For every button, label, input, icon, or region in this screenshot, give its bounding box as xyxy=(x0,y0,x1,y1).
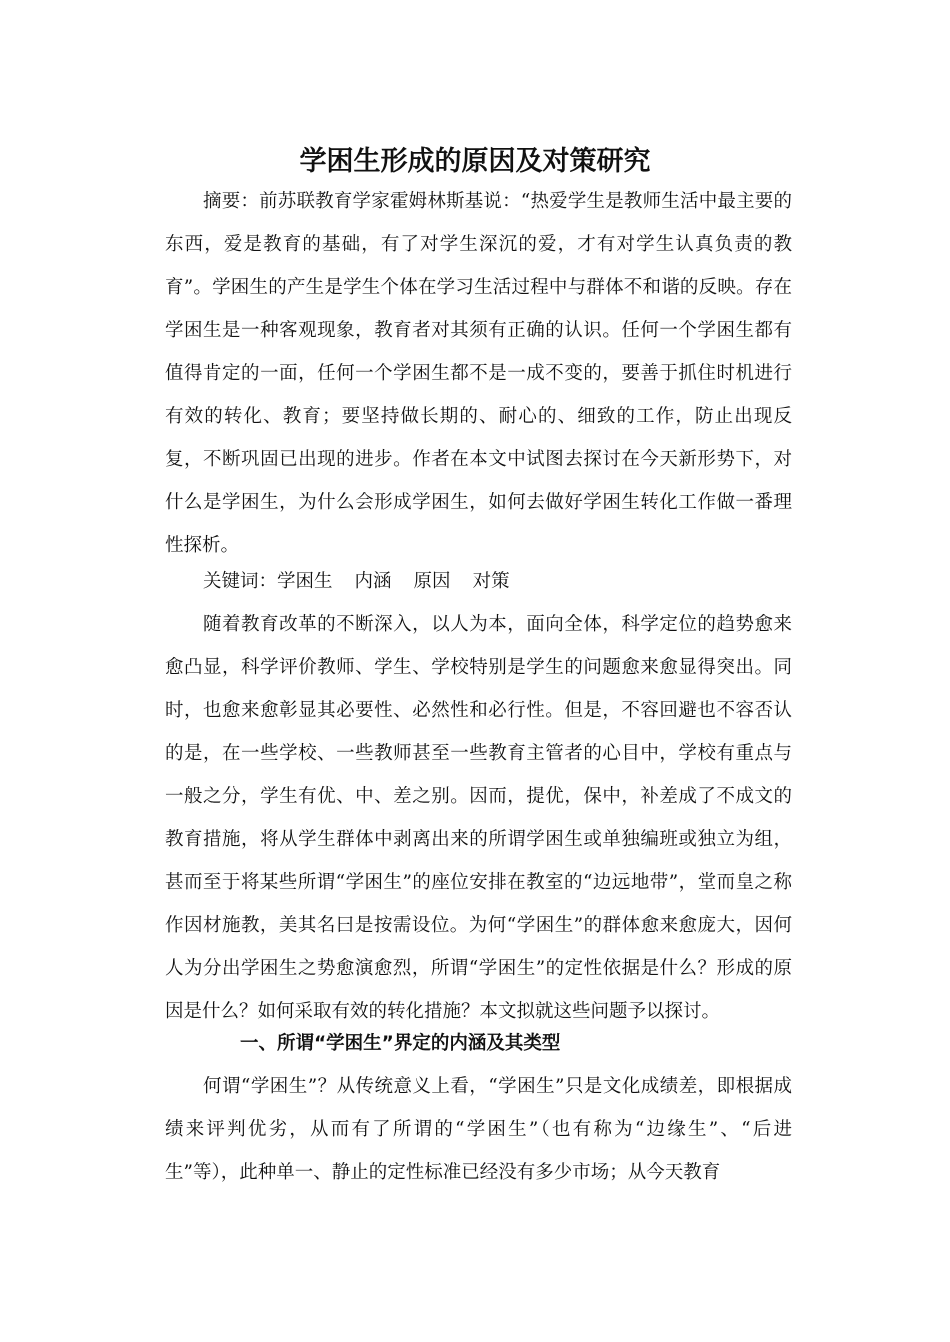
section-paragraph: 何谓“学困生”？从传统意义上看，“学困生”只是文化成绩差，即根据成绩来评判优劣，从而有了所谓的“学困生”（也有称为“边缘生”、“后进生”等），此种单一、静止的定性标准已经没有多少市场；从今天教育 xyxy=(165,1076,792,1183)
keyword-item: 原因 xyxy=(413,571,451,592)
keyword-item: 学困生 xyxy=(277,571,333,592)
abstract-paragraph: 摘要：前苏联教育学家霍姆林斯基说：“热爱学生是教师生活中最主要的东西，爱是教育的基础，有了对学生深沉的爱，才有对学生认真负责的教育”。学困生的产生是学生个体在学习生活过程中与群体不和谐的反映。存在学困生是一种客观现象，教育者对其须有正确的认识。任何一个学困生都有值得肯定的一面，任何一个学困生都不是一成不变的，要善于抓住时机进行有效的转化、教育；要坚持做长期的、耐心的、细致的工作，防止出现反复，不断巩固已出现的进步。作者在本文中试图去探讨在今天新形势下，对什么是学困生，为什么会形成学困生，如何去做好学困生转化工作做一番理性探析。 xyxy=(165,191,792,556)
keyword-item: 对策 xyxy=(472,571,510,592)
keywords-label: 关键词： xyxy=(203,571,278,592)
intro-paragraph: 随着教育改革的不断深入，以人为本，面向全体，科学定位的趋势愈来愈凸显，科学评价教师、学生、学校特别是学生的问题愈来愈显得突出。同时，也愈来愈彰显其必要性、必然性和必行性。但是，不容回避也不容否认的是，在一些学校、一些教师甚至一些教育主管者的心目中，学校有重点与一般之分，学生有优、中、差之别。因而，提优，保中，补差成了不成文的教育措施，将从学生群体中剥离出来的所谓学困生或单独编班或独立为组，甚而至于将某些所谓“学困生”的座位安排在教室的“边远地带”，堂而皇之称作因材施教，美其名曰是按需设位。为何“学困生”的群体愈来愈庞大，因何人为分出学困生之势愈演愈烈，所谓“学困生”的定性依据是什么？形成的原因是什么？如何采取有效的转化措施？本文拟就这些问题予以探讨。 xyxy=(165,614,792,1022)
section-heading: 一、所谓“学困生”界定的内涵及其类型 xyxy=(240,1033,561,1054)
keyword-item: 内涵 xyxy=(354,571,392,592)
keywords-line xyxy=(165,560,792,603)
document-title: 学困生形成的原因及对策研究 xyxy=(299,146,651,177)
